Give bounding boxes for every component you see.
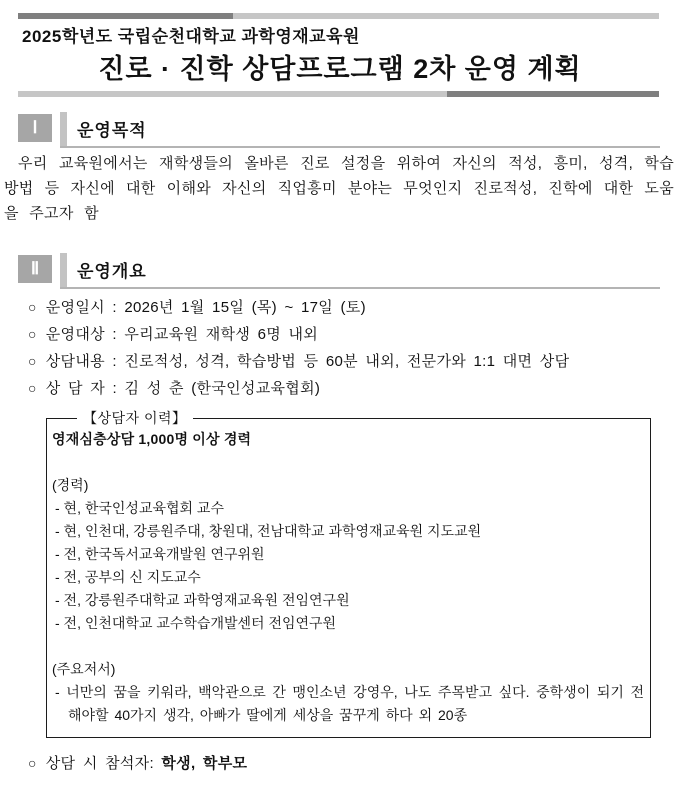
- career-item: - 전, 인천대학교 교수학습개발센터 전임연구원: [55, 615, 337, 631]
- list-item-text: 운영대상 : 우리교육원 재학생 6명 내외: [45, 326, 319, 343]
- career-item: - 현, 한국인성교육협회 교수: [55, 500, 224, 516]
- section-1-numeral-badge: Ⅰ: [18, 114, 52, 142]
- section-2-header: [18, 253, 660, 289]
- books-label: (주요저서): [52, 661, 116, 677]
- header-bottom-bar-light-segment: [18, 91, 447, 97]
- circle-bullet-icon: ○: [28, 326, 37, 342]
- attendee-label: 상담 시 참석자:: [45, 755, 154, 772]
- purpose-paragraph: 우리 교육원에서는 재학생들의 올바른 진로 설정을 위하여 자신의 적성, 흥미, 성격, 학습방법 등 자신에 대한 이해와 자신의 직업흥미 분야는 무엇인지 진로적성, 진학에 대한 도움을 주고자 함: [4, 155, 674, 222]
- spacer: [52, 451, 644, 474]
- section-1-accent-bar: [60, 112, 67, 148]
- list-item-schedule: [28, 294, 680, 321]
- list-item-text: 상담내용 : 진로적성, 성격, 학습방법 등 60분 내외, 전문가와 1:1 대면 상담: [45, 353, 570, 370]
- circle-bullet-icon: ○: [28, 755, 37, 771]
- list-item-text: 상 담 자 : 김 성 춘 (한국인성교육협회): [45, 380, 321, 397]
- section-1-title: 운영목적: [77, 121, 147, 140]
- section-2-title: 운영개요: [77, 262, 147, 281]
- header-top-bar-dark-segment: [18, 13, 233, 19]
- list-item-target: [28, 321, 680, 348]
- section-1-rule: [60, 146, 660, 148]
- page-title: 진로 · 진학 상담프로그램 2차 운영 계획: [98, 54, 582, 84]
- counselor-profile-box: [46, 410, 651, 738]
- career-item: - 현, 인천대, 강릉원주대, 창원대, 전남대학교 과학영재교육원 지도교원: [55, 523, 482, 539]
- list-item-content: [28, 348, 680, 375]
- section-2-accent-bar: [60, 253, 67, 289]
- header-bottom-bar: [18, 91, 659, 97]
- section-1-header: [18, 112, 660, 148]
- attendee-line: [28, 750, 680, 777]
- career-item: - 전, 공부의 신 지도교수: [55, 569, 201, 585]
- attendee-value: 학생, 학부모: [161, 755, 248, 772]
- header-top-bar: [18, 13, 659, 19]
- organization-line: 2025학년도 국립순천대학교 과학영재교육원: [22, 27, 360, 46]
- list-item-counselor: [28, 375, 680, 402]
- profile-headline: 영재심층상담 1,000명 이상 경력: [52, 431, 252, 447]
- circle-bullet-icon: ○: [28, 299, 37, 315]
- list-item-text: 운영일시 : 2026년 1월 15일 (목) ~ 17일 (토): [45, 299, 366, 316]
- header-top-bar-light-segment: [233, 13, 659, 19]
- overview-list: [28, 294, 680, 402]
- section-2-rule: [60, 287, 660, 289]
- section-2-numeral-badge: Ⅱ: [18, 255, 52, 283]
- career-item: - 전, 강릉원주대학교 과학영재교육원 전임연구원: [55, 592, 350, 608]
- career-item: - 전, 한국독서교육개발원 연구위원: [55, 546, 265, 562]
- profile-box-legend: 【상담자 이력】: [77, 407, 193, 430]
- career-label: (경력): [52, 477, 89, 493]
- header-bottom-bar-dark-segment: [447, 91, 659, 97]
- circle-bullet-icon: ○: [28, 353, 37, 369]
- circle-bullet-icon: ○: [28, 380, 37, 396]
- books-item: - 너만의 꿈을 키워라, 백악관으로 간 맹인소년 강영우, 나도 주목받고 싶다. 중학생이 되기 전 해야할 40가지 생각, 아빠가 딸에게 세상을 꿈꾸게 하다 외 20종: [55, 684, 644, 723]
- spacer: [52, 635, 644, 658]
